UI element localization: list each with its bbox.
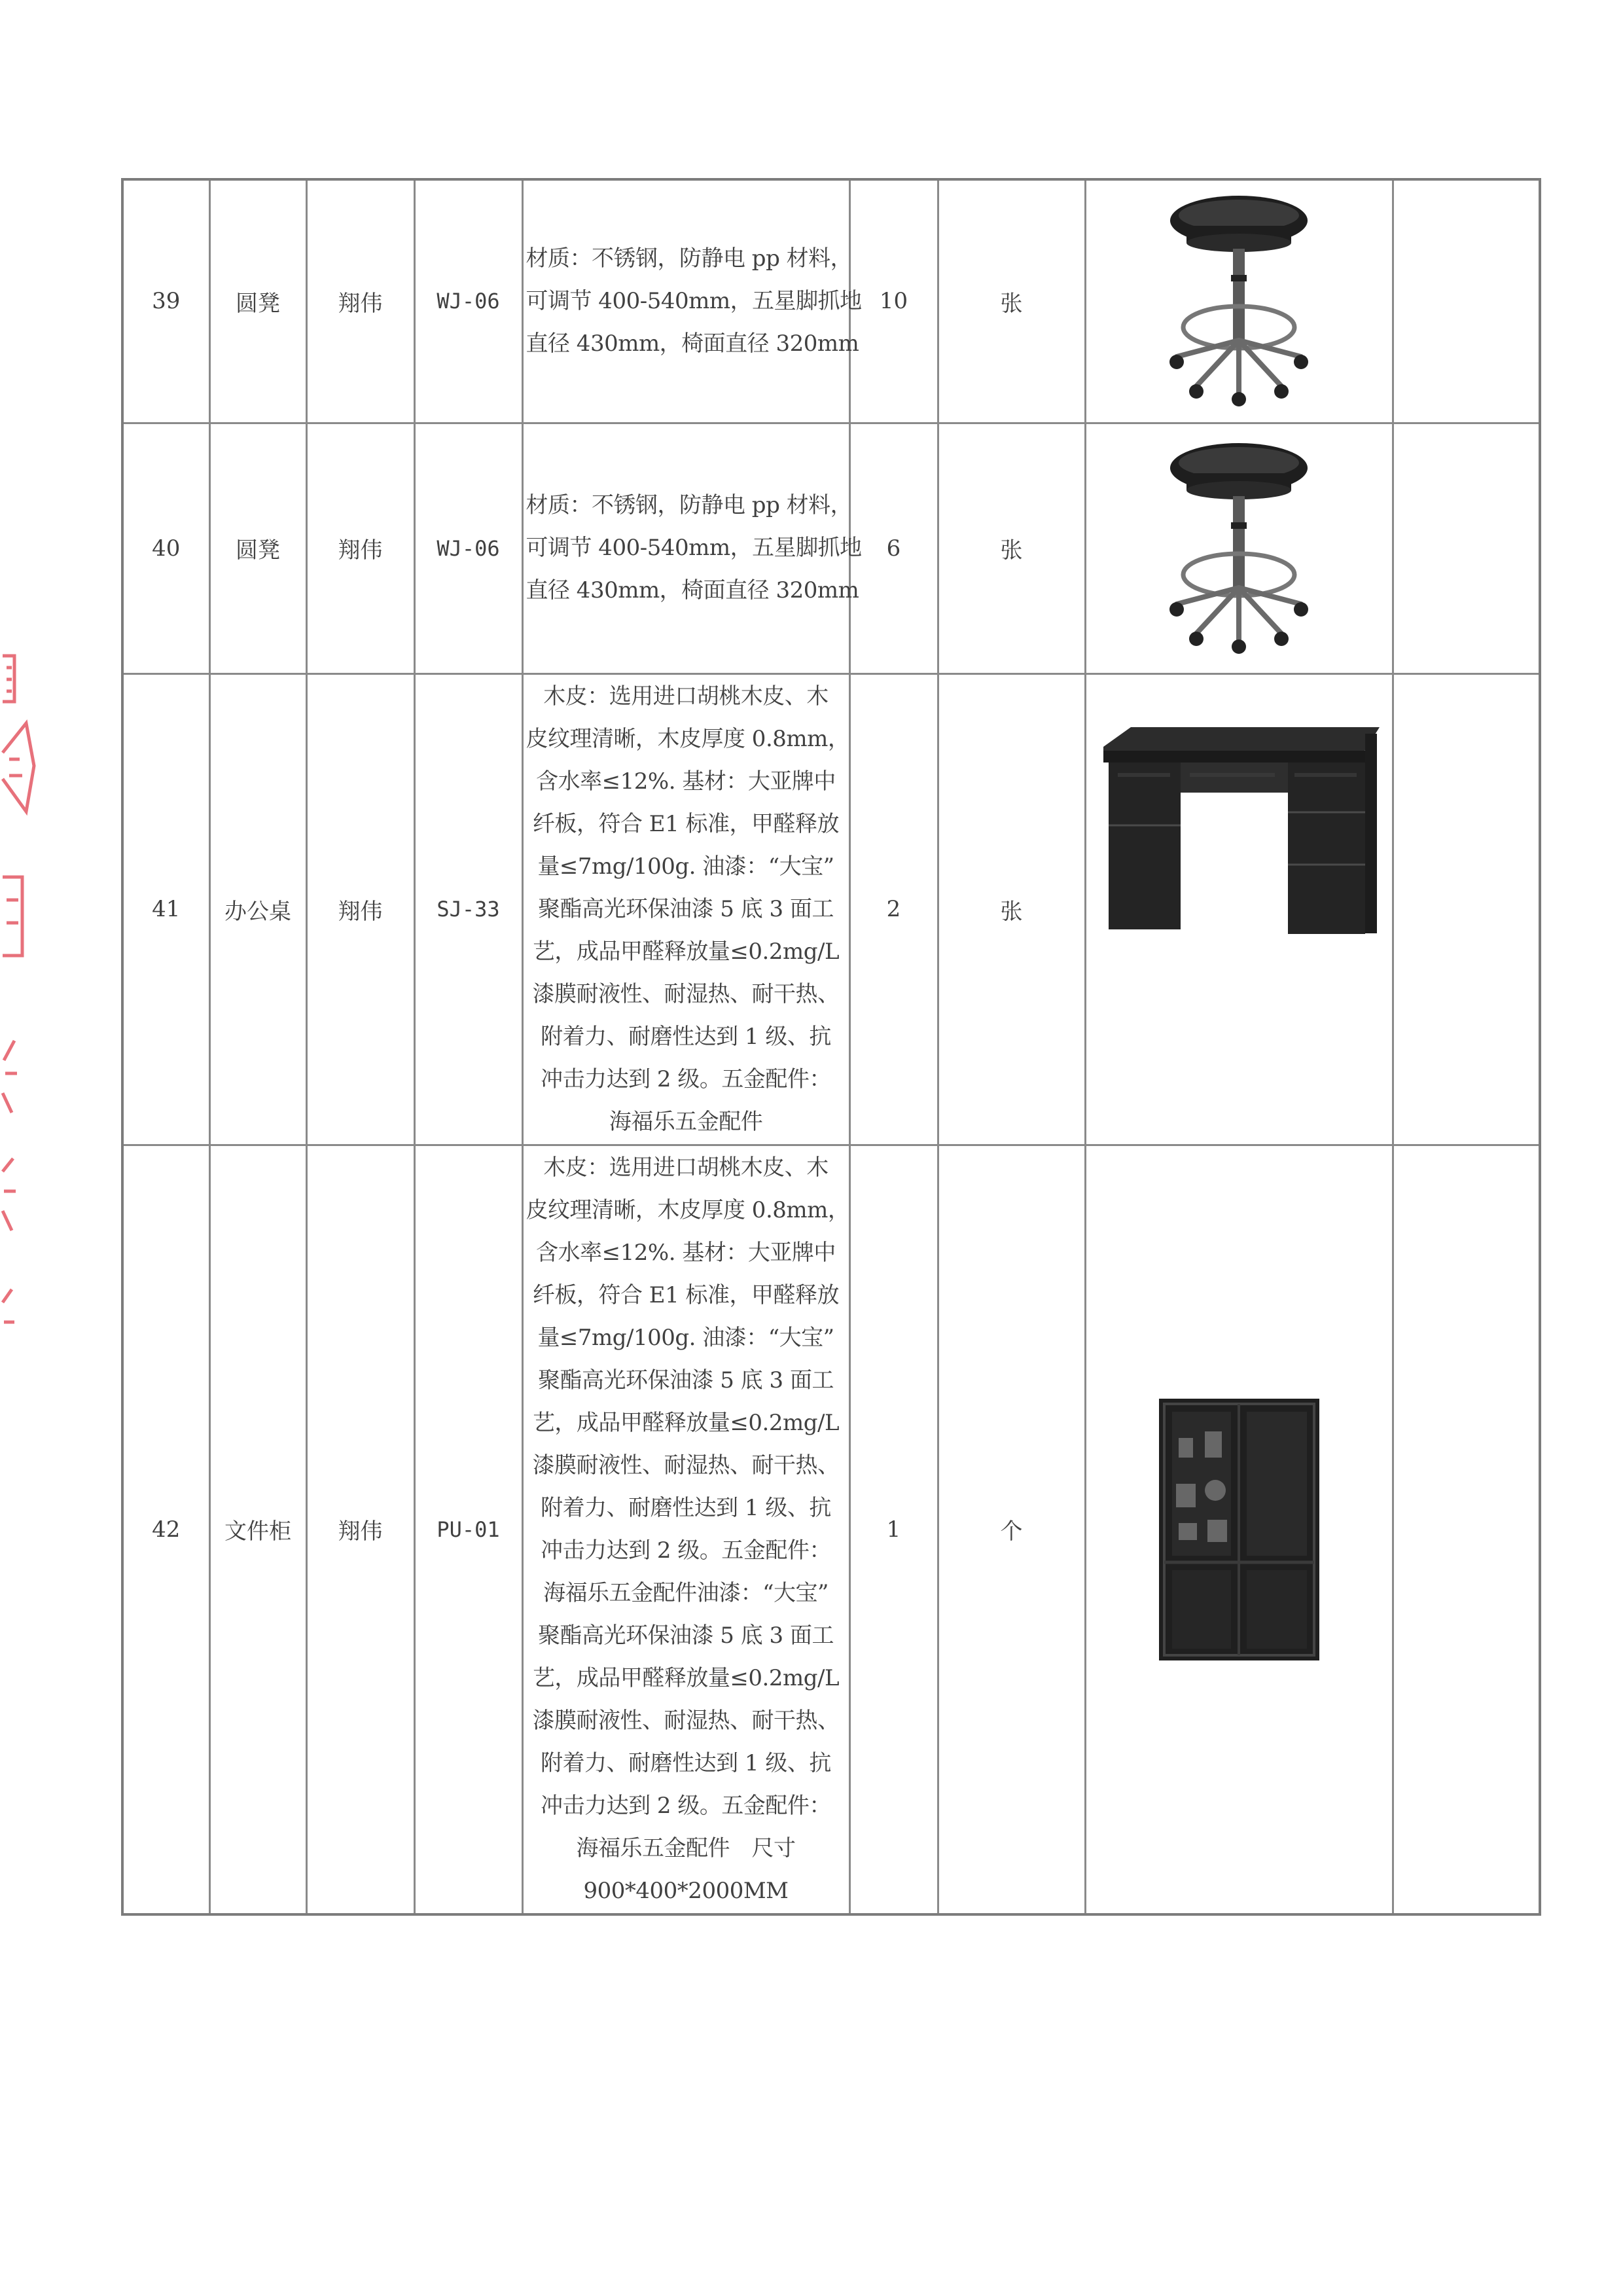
description-line: 聚酯高光环保油漆 5 底 3 面工 bbox=[538, 895, 834, 922]
item-remark bbox=[1393, 673, 1540, 1145]
item-unit: 个 bbox=[938, 1145, 1085, 1914]
description-line: 材质：不锈钢，防静电 pp 材料， bbox=[526, 492, 853, 518]
item-name: 圆凳 bbox=[209, 423, 306, 673]
description-line: 艺，成品甲醛释放量≤0.2mg/L bbox=[532, 1664, 840, 1691]
item-name: 办公桌 bbox=[209, 673, 306, 1145]
red-seal-fragment bbox=[0, 641, 39, 1427]
file-cabinet-image bbox=[1159, 1399, 1319, 1660]
description-line: 附着力、耐磨性达到 1 级、抗 bbox=[541, 1494, 831, 1521]
item-description bbox=[522, 423, 862, 673]
description-line: 海福乐五金配件油漆：“大宝” bbox=[543, 1579, 829, 1606]
office-desk-image bbox=[1098, 727, 1380, 937]
item-quantity: 10 bbox=[849, 179, 938, 423]
product-image-cell bbox=[1085, 423, 1393, 673]
item-model: WJ-06 bbox=[414, 423, 522, 673]
item-remark bbox=[1393, 423, 1540, 673]
description-line: 聚酯高光环保油漆 5 底 3 面工 bbox=[538, 1367, 834, 1393]
item-description bbox=[522, 179, 862, 423]
item-unit: 张 bbox=[938, 179, 1085, 423]
description-line: 艺，成品甲醛释放量≤0.2mg/L bbox=[532, 1409, 840, 1436]
item-remark bbox=[1393, 1145, 1540, 1914]
table-row bbox=[122, 179, 1540, 423]
description-line: 附着力、耐磨性达到 1 级、抗 bbox=[541, 1023, 831, 1050]
item-remark bbox=[1393, 179, 1540, 423]
round-stool-image bbox=[1160, 193, 1317, 409]
round-stool-image bbox=[1160, 440, 1317, 656]
description-line: 冲击力达到 2 级。五金配件： bbox=[541, 1066, 831, 1092]
item-brand: 翔伟 bbox=[306, 673, 414, 1145]
description-line: 皮纹理清晰，木皮厚度 0.8mm， bbox=[526, 725, 850, 752]
description-line: 含水率≤12%. 基材：大亚牌中 bbox=[536, 1239, 836, 1266]
item-number: 41 bbox=[122, 673, 209, 1145]
item-quantity: 1 bbox=[849, 1145, 938, 1914]
table-row bbox=[122, 423, 1540, 673]
description-line: 含水率≤12%. 基材：大亚牌中 bbox=[536, 768, 836, 795]
description-line: 木皮：选用进口胡桃木皮、木 bbox=[543, 1154, 829, 1181]
description-line: 量≤7mg/100g. 油漆：“大宝” bbox=[537, 853, 834, 880]
product-image-cell bbox=[1085, 179, 1393, 423]
description-line: 木皮：选用进口胡桃木皮、木 bbox=[543, 683, 829, 709]
description-line: 可调节 400-540mm，五星脚抓地 bbox=[526, 287, 862, 314]
item-quantity: 2 bbox=[849, 673, 938, 1145]
description-line: 漆膜耐液性、耐湿热、耐干热、 bbox=[532, 980, 840, 1007]
item-model: SJ-33 bbox=[414, 673, 522, 1145]
description-line: 纤板，符合 E1 标准，甲醛释放 bbox=[532, 810, 840, 837]
item-description bbox=[522, 1145, 849, 1914]
item-number: 40 bbox=[122, 423, 209, 673]
product-spec-table bbox=[121, 178, 1541, 1916]
item-brand: 翔伟 bbox=[306, 423, 414, 673]
description-line: 可调节 400-540mm，五星脚抓地 bbox=[526, 535, 862, 561]
description-line: 聚酯高光环保油漆 5 底 3 面工 bbox=[538, 1622, 834, 1649]
item-brand: 翔伟 bbox=[306, 179, 414, 423]
description-line: 艺，成品甲醛释放量≤0.2mg/L bbox=[532, 938, 840, 965]
description-line: 纤板，符合 E1 标准，甲醛释放 bbox=[532, 1282, 840, 1308]
item-brand: 翔伟 bbox=[306, 1145, 414, 1914]
description-line: 冲击力达到 2 级。五金配件： bbox=[541, 1792, 831, 1819]
product-image-cell bbox=[1085, 673, 1393, 1145]
description-line: 海福乐五金配件 bbox=[609, 1108, 763, 1135]
item-number: 39 bbox=[122, 179, 209, 423]
description-line: 海福乐五金配件 尺寸 bbox=[576, 1835, 796, 1861]
item-quantity: 6 bbox=[849, 423, 938, 673]
description-line: 皮纹理清晰，木皮厚度 0.8mm， bbox=[526, 1196, 850, 1223]
description-line: 900*400*2000MM bbox=[583, 1877, 789, 1904]
description-line: 漆膜耐液性、耐湿热、耐干热、 bbox=[532, 1452, 840, 1479]
item-unit: 张 bbox=[938, 423, 1085, 673]
item-description bbox=[522, 673, 849, 1145]
item-name: 圆凳 bbox=[209, 179, 306, 423]
item-unit: 张 bbox=[938, 673, 1085, 1145]
description-line: 量≤7mg/100g. 油漆：“大宝” bbox=[537, 1324, 834, 1351]
item-model: WJ-06 bbox=[414, 179, 522, 423]
description-line: 直径 430mm，椅面直径 320mm bbox=[526, 330, 859, 357]
description-line: 材质：不锈钢，防静电 pp 材料， bbox=[526, 245, 853, 272]
product-image-cell bbox=[1085, 1145, 1393, 1914]
description-line: 直径 430mm，椅面直径 320mm bbox=[526, 577, 859, 603]
table-row bbox=[122, 673, 1540, 1145]
item-model: PU-01 bbox=[414, 1145, 522, 1914]
table-body bbox=[122, 179, 1540, 1914]
item-number: 42 bbox=[122, 1145, 209, 1914]
item-name: 文件柜 bbox=[209, 1145, 306, 1914]
description-line: 漆膜耐液性、耐湿热、耐干热、 bbox=[532, 1707, 840, 1734]
description-line: 冲击力达到 2 级。五金配件： bbox=[541, 1537, 831, 1564]
table-row bbox=[122, 1145, 1540, 1914]
description-line: 附着力、耐磨性达到 1 级、抗 bbox=[541, 1749, 831, 1776]
